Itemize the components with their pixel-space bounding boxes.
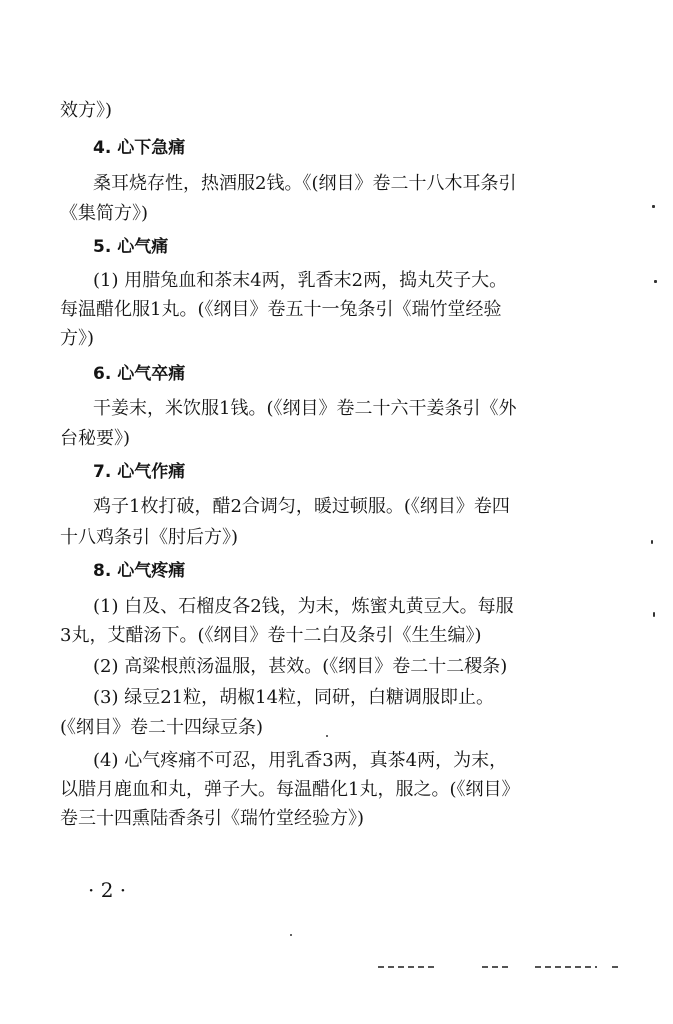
section-heading: 5. 心气痛 bbox=[93, 237, 169, 257]
text-line: 桑耳烧存性，热酒服2钱。《(纲目》卷二十八木耳条引 bbox=[93, 173, 517, 194]
text-line: (3) 绿豆21粒，胡椒14粒，同研，白糖调服即止。 bbox=[93, 687, 495, 708]
text-line: (1) 用腊兔血和茶末4两，乳香末2两，捣丸芡子大。 bbox=[93, 270, 508, 291]
scan-artifact-line bbox=[612, 966, 622, 968]
scan-speck bbox=[653, 612, 655, 617]
section-heading: 4. 心下急痛 bbox=[93, 138, 186, 158]
text-line: 每温醋化服1丸。(《纲目》卷五十一兔条引《瑞竹堂经验 bbox=[60, 299, 502, 320]
text-line: (2) 高粱根煎汤温服，甚效。(《纲目》卷二十二稷条) bbox=[93, 656, 508, 677]
scan-speck bbox=[654, 280, 657, 283]
scan-speck bbox=[326, 735, 328, 737]
text-line: (1) 白及、石榴皮各2钱，为末，炼蜜丸黄豆大。每服 bbox=[93, 596, 514, 617]
scan-artifact-line bbox=[482, 966, 512, 968]
section-heading: 6. 心气卒痛 bbox=[93, 364, 186, 384]
section-heading: 8. 心气疼痛 bbox=[93, 561, 186, 581]
scan-speck bbox=[651, 540, 653, 544]
text-line: (4) 心气疼痛不可忍，用乳香3两，真茶4两，为末， bbox=[93, 750, 508, 771]
text-line: 3丸，艾醋汤下。(《纲目》卷十二白及条引《生生编》) bbox=[60, 625, 482, 646]
text-line: 以腊月鹿血和丸，弹子大。每温醋化1丸，服之。(《纲目》 bbox=[60, 779, 520, 800]
scan-speck bbox=[652, 205, 655, 208]
text-line: 鸡子1枚打破，醋2合调匀，暖过顿服。(《纲目》卷四 bbox=[93, 496, 510, 517]
page-number: · 2 · bbox=[88, 878, 127, 902]
text-line: 十八鸡条引《肘后方》) bbox=[60, 527, 239, 548]
text-line: (《纲目》卷二十四绿豆条) bbox=[60, 717, 264, 738]
text-line: 卷三十四熏陆香条引《瑞竹堂经验方》) bbox=[60, 808, 365, 829]
text-line: 干姜末，米饮服1钱。(《纲目》卷二十六干姜条引《外 bbox=[93, 398, 517, 419]
text-line: 台秘要》) bbox=[60, 428, 131, 449]
text-line: 《集简方》) bbox=[60, 203, 149, 224]
section-heading: 7. 心气作痛 bbox=[93, 462, 186, 482]
scan-speck bbox=[290, 934, 292, 936]
text-line: 方》) bbox=[60, 328, 95, 349]
scan-artifact-line bbox=[378, 966, 434, 968]
scan-artifact-line bbox=[535, 966, 597, 968]
text-line: 效方》) bbox=[60, 100, 113, 121]
